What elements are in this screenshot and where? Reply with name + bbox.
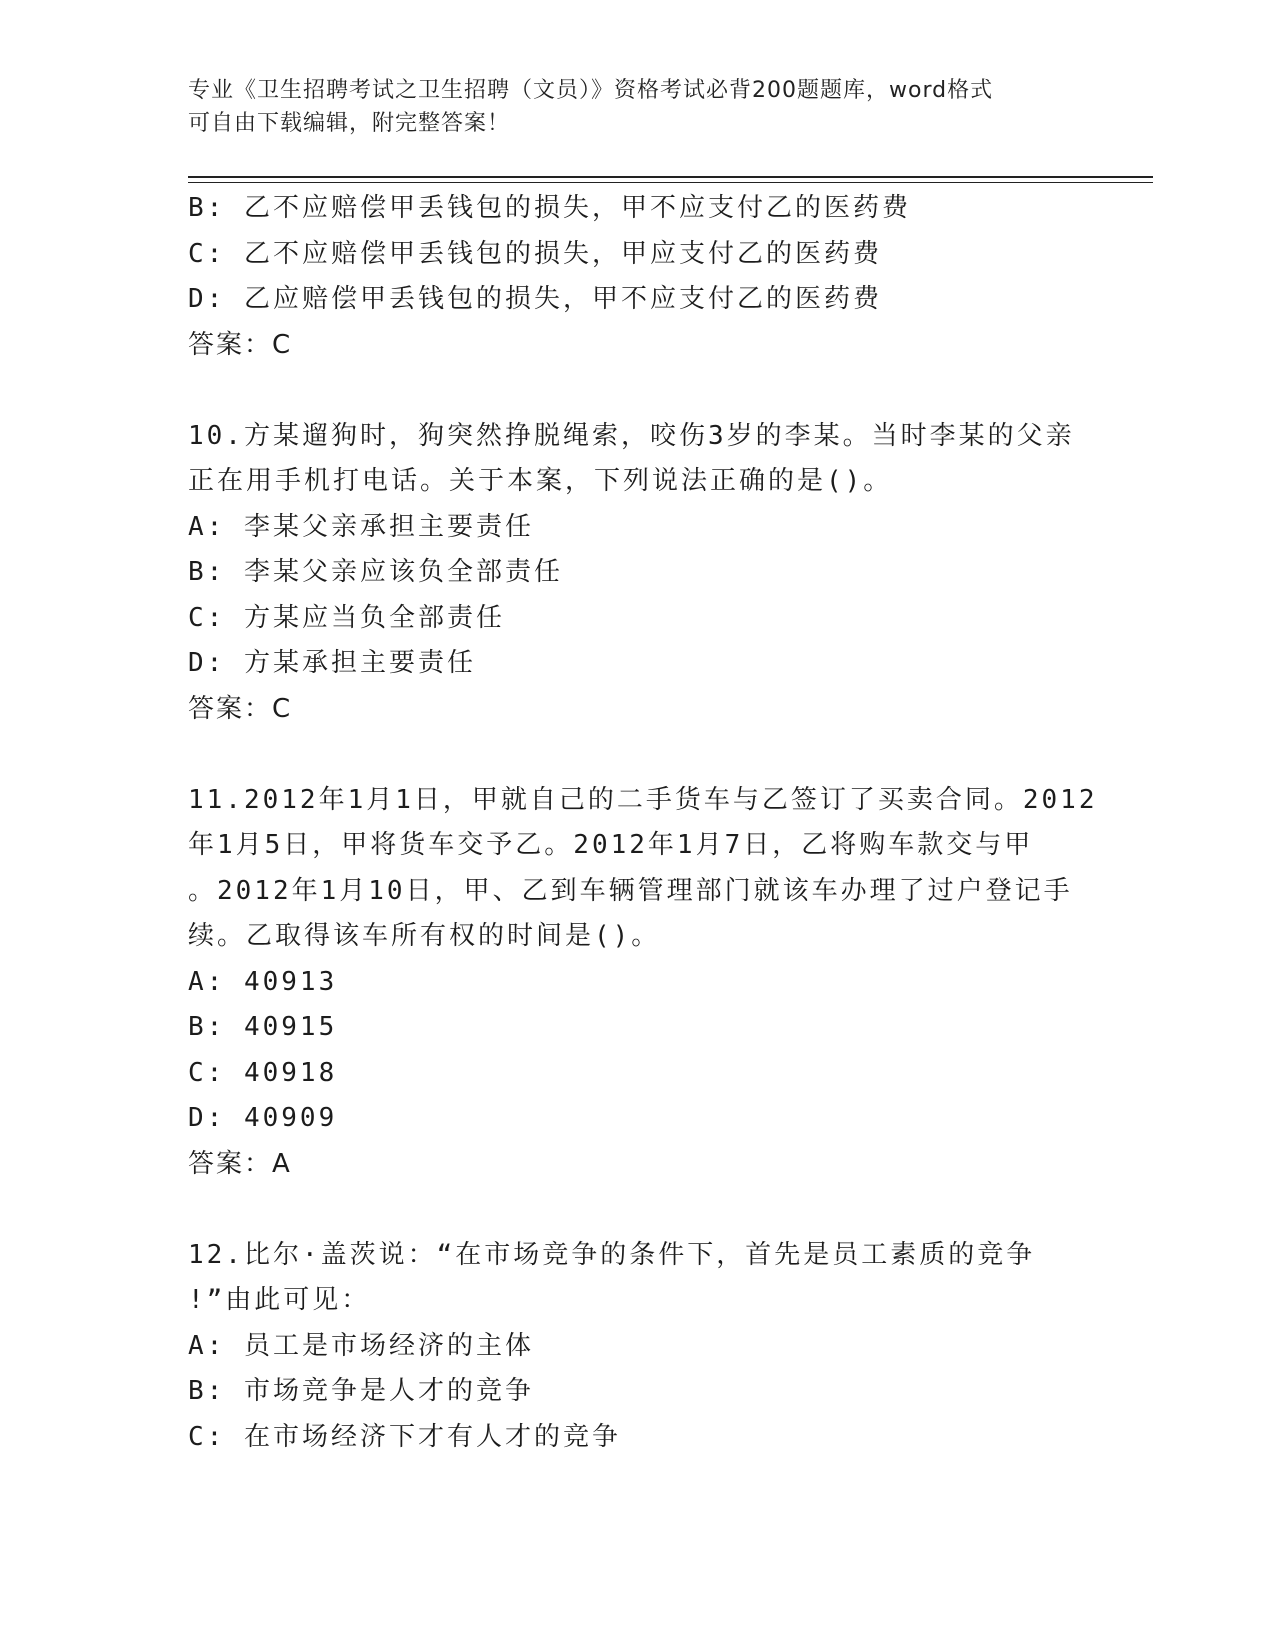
question-11-option-c: C: 40918 <box>188 1057 338 1088</box>
question-12-option-c: C: 在市场经济下才有人才的竞争 <box>188 1421 621 1452</box>
question-12-option-a: A: 员工是市场经济的主体 <box>188 1330 534 1361</box>
question-list <box>188 186 1098 1460</box>
question-9-answer: 答案：C <box>188 329 293 360</box>
question-10-option-c: C: 方某应当负全部责任 <box>188 602 505 633</box>
question-11-stem-line-3: 。2012年1月10日，甲、乙到车辆管理部门就该车办理了过户登记手 <box>188 875 1073 906</box>
header-divider-thin <box>188 182 1153 183</box>
question-10-stem-line-2: 正在用手机打电话。关于本案，下列说法正确的是()。 <box>188 466 893 496</box>
question-9-option-c: C: 乙不应赔偿甲丢钱包的损失，甲应支付乙的医药费 <box>188 238 882 269</box>
question-10-option-a: A: 李某父亲承担主要责任 <box>188 511 534 542</box>
question-10-answer: 答案：C <box>188 693 293 724</box>
document-header <box>188 74 1088 140</box>
question-11-stem-line-4: 续。乙取得该车所有权的时间是()。 <box>188 921 661 951</box>
question-9-option-b: B: 乙不应赔偿甲丢钱包的损失，甲不应支付乙的医药费 <box>188 193 911 223</box>
question-10-stem-line-1: 10.方某遛狗时，狗突然挣脱绳索，咬伤3岁的李某。当时李某的父亲 <box>188 420 1075 451</box>
question-12-stem-line-2: !”由此可见： <box>188 1285 371 1315</box>
question-11-option-b: B: 40915 <box>188 1012 338 1042</box>
header-title-line-1: 专业《卫生招聘考试之卫生招聘（文员）》资格考试必背200题题库，word格式 <box>188 78 994 103</box>
question-10-option-b: B: 李某父亲应该负全部责任 <box>188 557 563 587</box>
question-11-option-d: D: 40909 <box>188 1103 338 1133</box>
question-11-stem-line-1: 11.2012年1月1日，甲就自己的二手货车与乙签订了买卖合同。2012 <box>188 784 1098 815</box>
question-spacer <box>188 732 1088 778</box>
question-11 <box>188 778 1098 1188</box>
question-12-option-b: B: 市场竞争是人才的竞争 <box>188 1376 534 1406</box>
question-spacer <box>188 368 1088 414</box>
question-10 <box>188 414 1088 733</box>
question-12-stem-line-1: 12.比尔·盖茨说：“在市场竞争的条件下，首先是员工素质的竞争 <box>188 1239 1036 1270</box>
question-12 <box>188 1233 1088 1461</box>
header-divider-thick <box>188 176 1153 178</box>
question-9-partial <box>188 186 1088 368</box>
question-spacer <box>188 1187 1088 1233</box>
question-11-answer: 答案：A <box>188 1148 292 1179</box>
header-title-line-2: 可自由下载编辑，附完整答案！ <box>188 111 511 136</box>
question-10-option-d: D: 方某承担主要责任 <box>188 648 476 678</box>
question-11-option-a: A: 40913 <box>188 966 338 997</box>
question-9-option-d: D: 乙应赔偿甲丢钱包的损失，甲不应支付乙的医药费 <box>188 284 882 314</box>
question-11-stem-line-2: 年1月5日，甲将货车交予乙。2012年1月7日，乙将购车款交与甲 <box>188 830 1034 860</box>
